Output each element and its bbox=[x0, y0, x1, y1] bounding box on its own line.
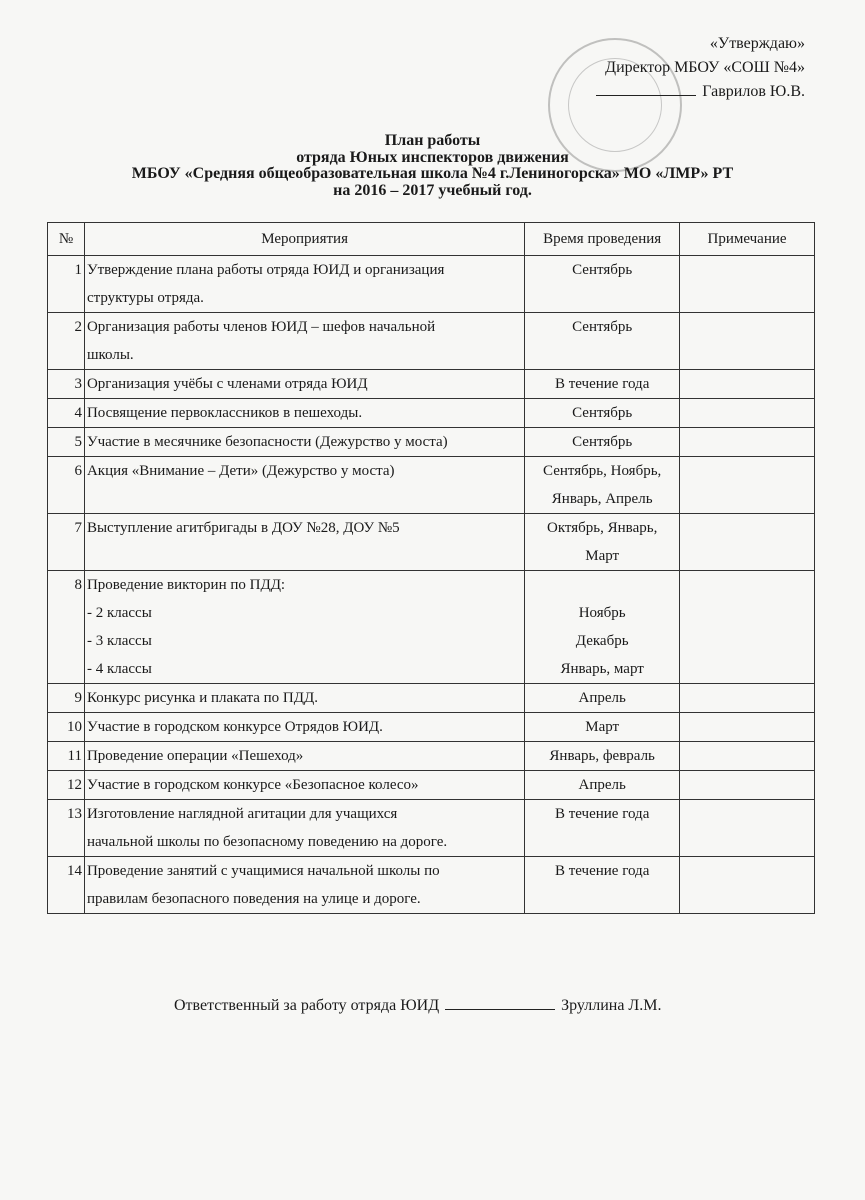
table-row bbox=[48, 370, 815, 399]
time-line: Март bbox=[585, 548, 620, 564]
title-line-1: План работы bbox=[384, 132, 481, 149]
row-number: 5 bbox=[48, 428, 85, 457]
title-line-2: отряда Юных инспекторов движения bbox=[296, 148, 569, 166]
row-number: 10 bbox=[48, 713, 85, 742]
row-time bbox=[525, 771, 680, 800]
row-event bbox=[84, 370, 524, 399]
row-event bbox=[84, 857, 524, 914]
event-line: Участие в городском конкурсе «Безопасное колесо» bbox=[86, 777, 419, 793]
header-event: Мероприятия bbox=[84, 223, 524, 256]
row-number: 3 bbox=[48, 370, 85, 399]
event-line: Участие в городском конкурсе Отрядов ЮИД. bbox=[86, 719, 383, 735]
row-number: 4 bbox=[48, 399, 85, 428]
row-number: 11 bbox=[48, 742, 85, 771]
row-time bbox=[525, 857, 680, 914]
row-time bbox=[525, 713, 680, 742]
row-note bbox=[680, 256, 815, 313]
event-line: Конкурс рисунка и плаката по ПДД. bbox=[86, 690, 318, 706]
time-line: Январь, март bbox=[560, 661, 644, 677]
row-note bbox=[680, 771, 815, 800]
table-row bbox=[48, 713, 815, 742]
table-row bbox=[48, 514, 815, 571]
time-line: В течение года bbox=[554, 806, 650, 822]
responsible-signature-line bbox=[445, 1009, 555, 1010]
row-number: 6 bbox=[48, 457, 85, 514]
table-row bbox=[48, 857, 815, 914]
row-event bbox=[84, 571, 524, 684]
row-event bbox=[84, 428, 524, 457]
row-number: 9 bbox=[48, 684, 85, 713]
row-event bbox=[84, 742, 524, 771]
row-note bbox=[680, 428, 815, 457]
event-line: Организация работы членов ЮИД – шефов начальной bbox=[86, 319, 436, 335]
time-line: В течение года bbox=[554, 863, 650, 879]
table-row bbox=[48, 684, 815, 713]
time-line: Апрель bbox=[578, 690, 626, 706]
row-time bbox=[525, 514, 680, 571]
header-number: № bbox=[48, 223, 85, 256]
row-note bbox=[680, 313, 815, 370]
table-row bbox=[48, 256, 815, 313]
approval-block bbox=[596, 32, 805, 104]
time-line: В течение года bbox=[554, 376, 650, 392]
document-title bbox=[0, 133, 865, 199]
row-time bbox=[525, 457, 680, 514]
row-time bbox=[525, 571, 680, 684]
row-note bbox=[680, 713, 815, 742]
row-time bbox=[525, 313, 680, 370]
row-note bbox=[680, 370, 815, 399]
table-row bbox=[48, 399, 815, 428]
row-note bbox=[680, 742, 815, 771]
time-line: Ноябрь bbox=[578, 605, 626, 621]
row-number: 2 bbox=[48, 313, 85, 370]
responsible-label: Ответственный за работу отряда ЮИД bbox=[174, 997, 440, 1014]
time-line: Апрель bbox=[578, 777, 626, 793]
row-event bbox=[84, 800, 524, 857]
responsible-name: Зруллина Л.М. bbox=[561, 997, 662, 1014]
event-line: Организация учёбы с членами отряда ЮИД bbox=[86, 376, 368, 392]
row-number: 7 bbox=[48, 514, 85, 571]
table-row bbox=[48, 571, 815, 684]
row-time bbox=[525, 800, 680, 857]
time-line: Октябрь, Январь, bbox=[547, 520, 658, 536]
approval-heading: «Утверждаю» bbox=[709, 35, 805, 52]
row-event bbox=[84, 256, 524, 313]
row-event bbox=[84, 684, 524, 713]
table-header-row bbox=[48, 223, 815, 256]
table-row bbox=[48, 800, 815, 857]
approval-name: Гаврилов Ю.В. bbox=[702, 83, 805, 100]
time-line: Сентябрь bbox=[572, 262, 633, 278]
event-line: Проведение викторин по ПДД: bbox=[86, 577, 286, 593]
title-line-3: МБОУ «Средняя общеобразовательная школа №4 г.Лениногорска» МО «ЛМР» РТ bbox=[131, 165, 734, 182]
row-note bbox=[680, 684, 815, 713]
event-line: Утверждение плана работы отряда ЮИД и организация bbox=[86, 262, 445, 278]
event-line: правилам безопасного поведения на улице и дороге. bbox=[86, 891, 421, 907]
row-event bbox=[84, 457, 524, 514]
event-line: Изготовление наглядной агитации для учащихся bbox=[86, 806, 398, 822]
title-line-4: на 2016 – 2017 учебный год. bbox=[333, 181, 532, 199]
row-event bbox=[84, 713, 524, 742]
event-line: - 4 классы bbox=[86, 661, 152, 677]
event-line: Участие в месячнике безопасности (Дежурство у моста) bbox=[86, 434, 448, 450]
table-row bbox=[48, 428, 815, 457]
table-row bbox=[48, 313, 815, 370]
row-note bbox=[680, 571, 815, 684]
row-event bbox=[84, 313, 524, 370]
row-note bbox=[680, 800, 815, 857]
row-number: 13 bbox=[48, 800, 85, 857]
event-line: школы. bbox=[86, 347, 134, 363]
row-event bbox=[84, 514, 524, 571]
row-note bbox=[680, 514, 815, 571]
row-time bbox=[525, 684, 680, 713]
row-number: 14 bbox=[48, 857, 85, 914]
event-line: - 3 классы bbox=[86, 633, 152, 649]
row-number: 1 bbox=[48, 256, 85, 313]
approval-signature-row bbox=[596, 80, 805, 104]
approval-signature-line bbox=[596, 95, 696, 96]
event-line: - 2 классы bbox=[86, 605, 152, 621]
event-line: структуры отряда. bbox=[86, 290, 204, 306]
event-line: Проведение операции «Пешеход» bbox=[86, 748, 304, 764]
row-note bbox=[680, 399, 815, 428]
time-line: Сентябрь bbox=[572, 434, 633, 450]
event-line: Проведение занятий с учащимися начальной школы по bbox=[86, 863, 440, 879]
row-time bbox=[525, 742, 680, 771]
row-time bbox=[525, 399, 680, 428]
row-event bbox=[84, 399, 524, 428]
row-time bbox=[525, 428, 680, 457]
time-line: Декабрь bbox=[575, 633, 629, 649]
row-note bbox=[680, 857, 815, 914]
row-event bbox=[84, 771, 524, 800]
time-line: Март bbox=[585, 719, 620, 735]
event-line: начальной школы по безопасному поведению на дороге. bbox=[86, 834, 448, 850]
event-line: Акция «Внимание – Дети» (Дежурство у моста) bbox=[86, 463, 395, 479]
responsible-footer bbox=[174, 997, 662, 1015]
event-line: Выступление агитбригады в ДОУ №28, ДОУ №5 bbox=[86, 520, 400, 536]
approval-position: Директор МБОУ «СОШ №4» bbox=[605, 59, 805, 76]
table-row bbox=[48, 742, 815, 771]
plan-table bbox=[47, 222, 815, 914]
row-time bbox=[525, 256, 680, 313]
time-line: Январь, февраль bbox=[549, 748, 655, 764]
event-line: Посвящение первоклассников в пешеходы. bbox=[86, 405, 363, 421]
header-note: Примечание bbox=[680, 223, 815, 256]
table-row bbox=[48, 771, 815, 800]
time-line: Сентябрь bbox=[572, 319, 633, 335]
table-row bbox=[48, 457, 815, 514]
time-line: Январь, Апрель bbox=[551, 491, 653, 507]
row-time bbox=[525, 370, 680, 399]
row-number: 8 bbox=[48, 571, 85, 684]
time-line: Сентябрь, Ноябрь, bbox=[543, 463, 662, 479]
time-line: Сентябрь bbox=[572, 405, 633, 421]
row-note bbox=[680, 457, 815, 514]
time-line bbox=[527, 571, 677, 599]
row-number: 12 bbox=[48, 771, 85, 800]
header-time: Время проведения bbox=[525, 223, 680, 256]
